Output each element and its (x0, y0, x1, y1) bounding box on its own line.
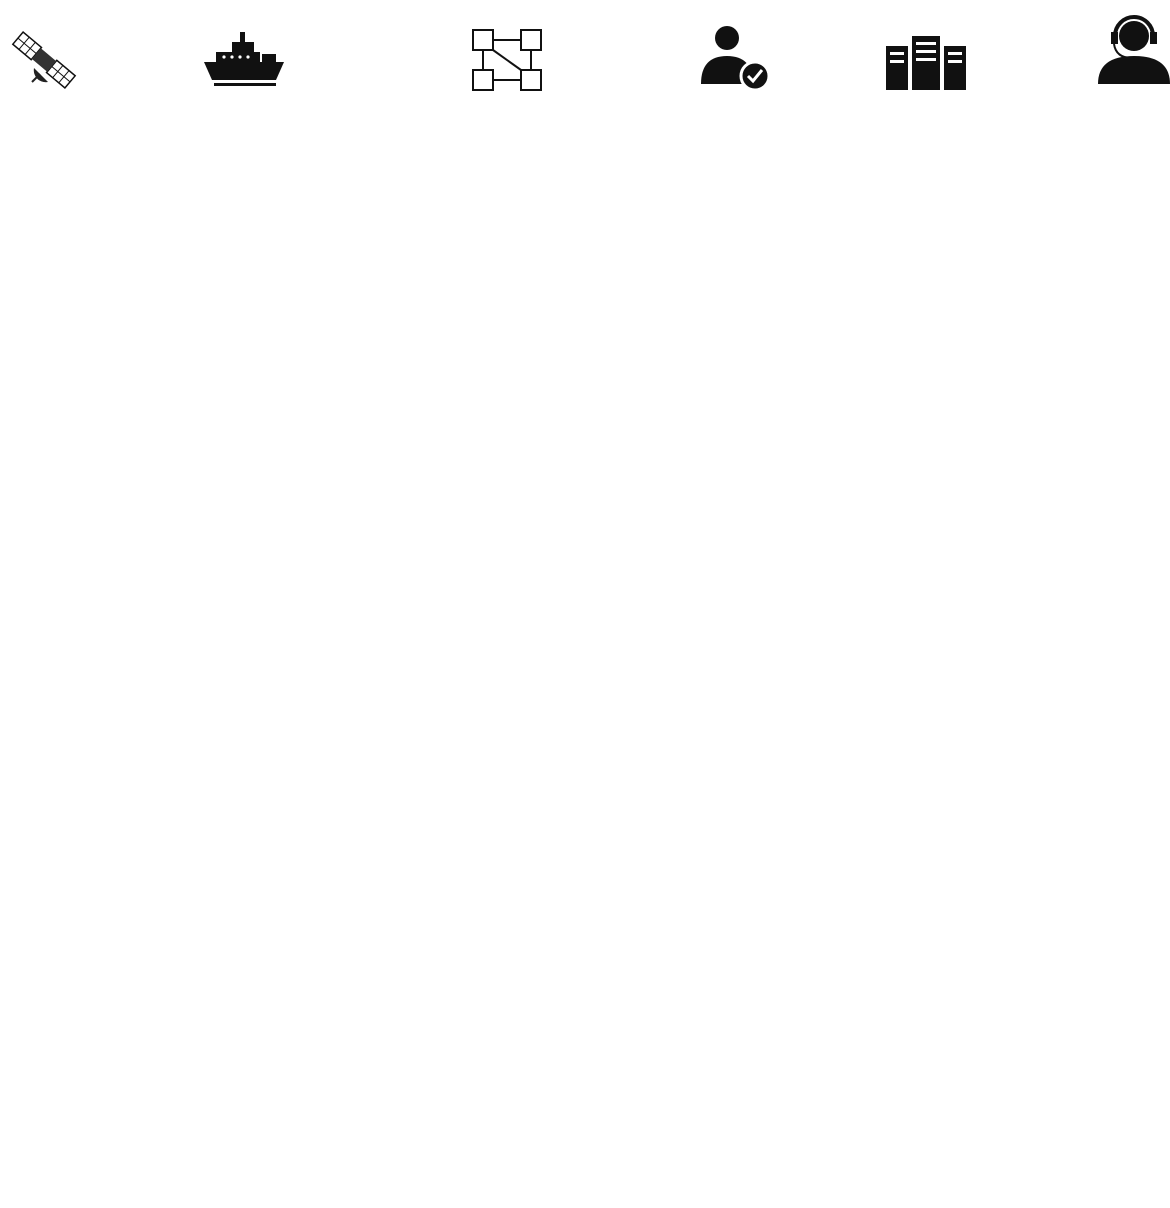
headset-operator-icon (1098, 17, 1170, 84)
verified-user-icon (701, 26, 769, 90)
blockchain-icon (473, 30, 541, 90)
ship-icon (204, 32, 284, 86)
satellite-icon (13, 32, 75, 88)
server-icon (886, 36, 966, 90)
